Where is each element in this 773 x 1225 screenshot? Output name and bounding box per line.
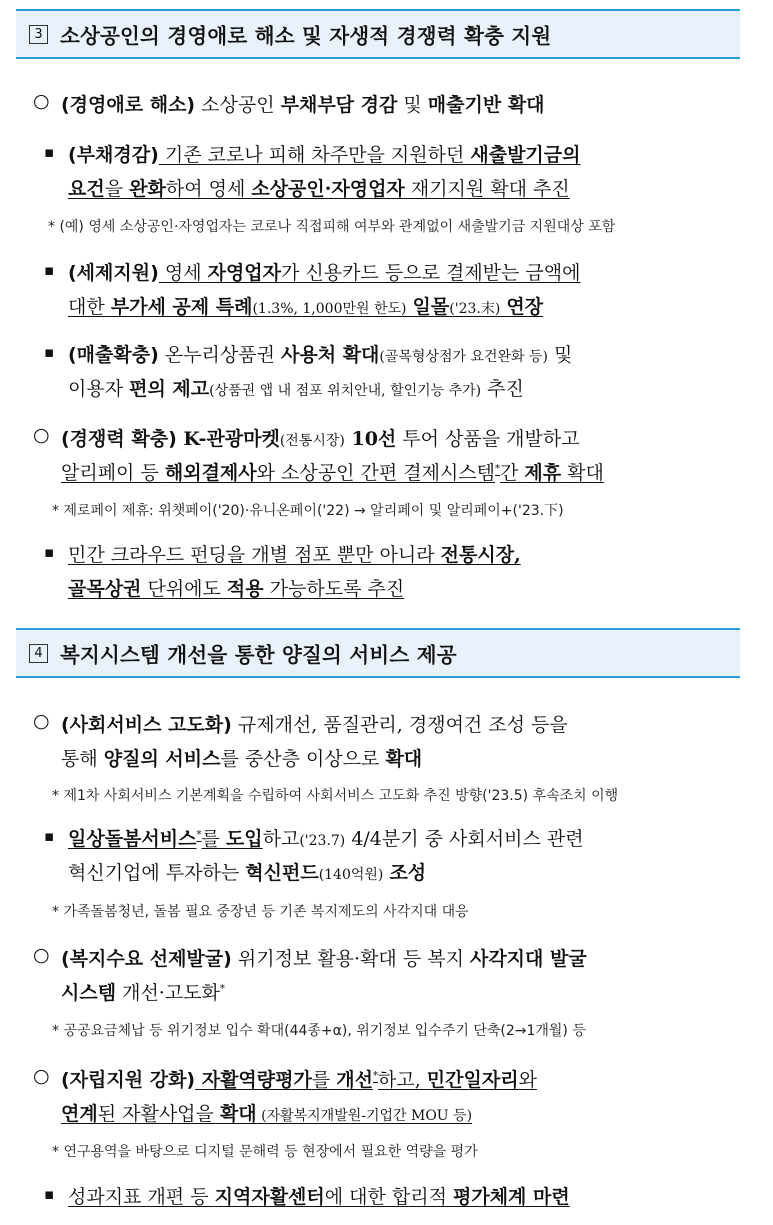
footnote: * 공공요금체납 등 위기정보 입수 확대(44종+α), 위기정보 입수주기 단축(2→1개월) 등 [52, 1023, 586, 1039]
circle-bullet: ○ [33, 710, 50, 732]
paragraph-text-line2: 시스템 개선·고도화* [61, 982, 225, 1004]
square-bullet: ▪ [44, 827, 55, 845]
section-number: 4 [29, 644, 48, 663]
circle-bullet: ○ [33, 1065, 50, 1087]
footnote: * 제1차 사회서비스 기본계획을 수립하여 사회서비스 고도화 추진 방향('23.5) 후속조치 이행 [52, 788, 619, 804]
paragraph-text-line1: (자립지원 강화) 자활역량평가를 개선*하고, 민간일자리와 [61, 1069, 537, 1091]
section-3-header [16, 9, 740, 59]
paragraph-text-line1: (복지수요 선제발굴) 위기정보 활용·확대 등 복지 사각지대 발굴 [61, 948, 587, 970]
circle-bullet: ○ [33, 944, 50, 966]
paragraph-text-line2: 알리페이 등 해외결제사와 소상공인 간편 결제시스템*간 제휴 확대 [61, 462, 604, 484]
circle-bullet: ○ [33, 424, 50, 446]
footnote: * 가족돌봄청년, 돌봄 필요 중장년 등 기존 복지제도의 사각지대 대응 [52, 904, 469, 920]
item-text-line1: 성과지표 개편 등 지역자활센터에 대한 합리적 평가체계 마련 [68, 1186, 570, 1208]
item-text-line2: 이용자 편의 제고(상품권 앱 내 점포 위치안내, 할인기능 추가) 추진 [68, 378, 524, 400]
square-bullet: ▪ [44, 143, 55, 161]
item-text-line1: (부채경감) 기존 코로나 피해 차주만을 지원하던 새출발기금의 [68, 144, 581, 166]
item-text-line2: 혁신기업에 투자하는 혁신펀드(140억원) 조성 [68, 862, 427, 884]
square-bullet: ▪ [44, 343, 55, 361]
footnote: * 연구용역을 바탕으로 디지털 문해력 등 현장에서 필요한 역량을 평가 [52, 1144, 478, 1160]
item-text-line1: (세제지원) 영세 자영업자가 신용카드 등으로 결제받는 금액에 [68, 262, 581, 284]
item-text-line1: 민간 크라우드 펀딩을 개별 점포 뿐만 아니라 전통시장, [68, 544, 521, 566]
circle-bullet: ○ [33, 90, 50, 112]
paragraph-text: (경영애로 해소) 소상공인 부채부담 경감 및 매출기반 확대 [61, 94, 545, 116]
item-text-line1: (매출확충) 온누리상품권 사용처 확대(골목형상점가 요건완화 등) 및 [68, 344, 573, 366]
item-text-line1: 일상돌봄서비스*를 도입하고('23.7) 4/4분기 중 사회서비스 관련 [68, 828, 584, 850]
paragraph-text-line1: (경쟁력 확충) K-관광마켓(전통시장) 10선 투어 상품을 개발하고 [61, 428, 580, 450]
square-bullet: ▪ [44, 543, 55, 561]
section-title: 소상공인의 경영애로 해소 및 자생적 경쟁력 확충 지원 [60, 24, 552, 48]
footnote: * (예) 영세 소상공인·자영업자는 코로나 직접피해 여부와 관계없이 새출발기금 지원대상 포함 [48, 219, 616, 235]
item-text-line2: 요건을 완화하여 영세 소상공인·자영업자 재기지원 확대 추진 [68, 178, 570, 200]
square-bullet: ▪ [44, 261, 55, 279]
item-text-line2: 골목상권 단위에도 적용 가능하도록 추진 [68, 578, 405, 600]
paragraph-text-line2: 통해 양질의 서비스를 중산층 이상으로 확대 [61, 748, 423, 770]
item-text-line2: 대한 부가세 공제 특례(1.3%, 1,000만원 한도) 일몰('23.末) 연장 [68, 296, 544, 318]
footnote: * 제로페이 제휴: 위챗페이('20)·유니온페이('22) → 알리페이 및 알리페이+('23.下) [52, 503, 564, 519]
paragraph-text-line2: 연계된 자활사업을 확대 (자활복지개발원-기업간 MOU 등) [61, 1103, 473, 1125]
section-title: 복지시스템 개선을 통한 양질의 서비스 제공 [60, 643, 457, 667]
section-number: 3 [29, 25, 48, 44]
paragraph-text-line1: (사회서비스 고도화) 규제개선, 품질관리, 경쟁여건 조성 등을 [61, 714, 568, 736]
square-bullet: ▪ [44, 1185, 55, 1203]
section-4-header [16, 628, 740, 678]
